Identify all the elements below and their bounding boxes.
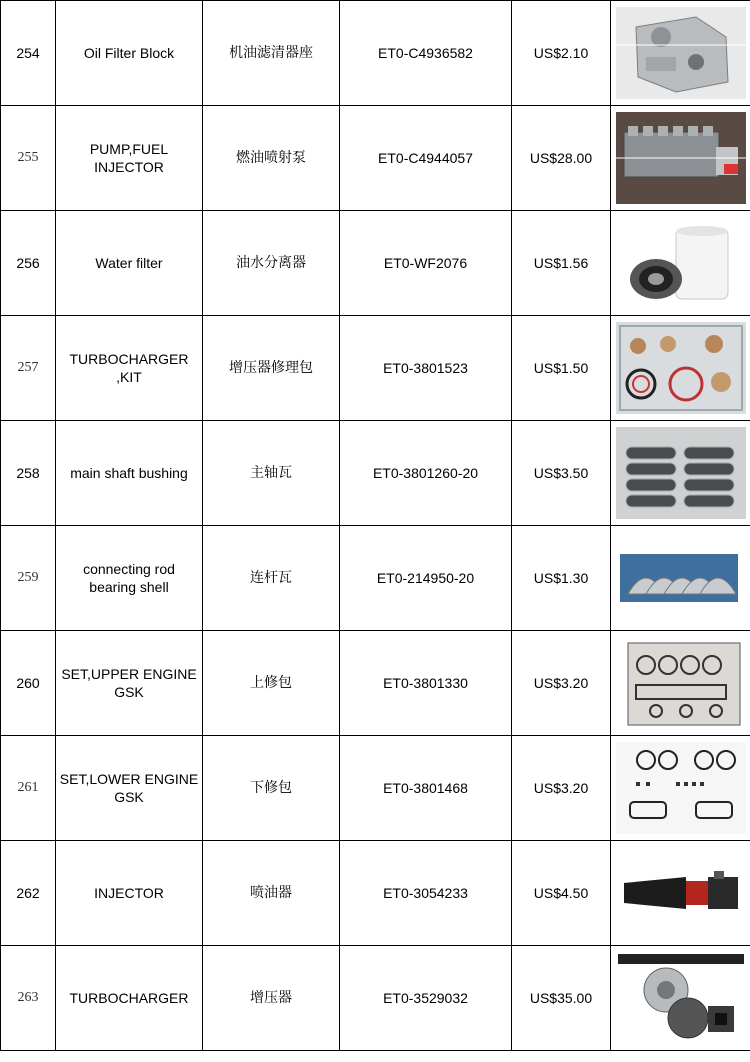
part-price: US$4.50: [512, 841, 611, 946]
item-number: 256: [1, 211, 56, 316]
part-name: Oil Filter Block: [56, 1, 203, 106]
part-name-chinese: 主轴瓦: [203, 421, 340, 526]
part-name-text: SET,UPPER ENGINE GSK: [61, 666, 197, 700]
item-number: 254: [1, 1, 56, 106]
part-price: US$1.50: [512, 316, 611, 421]
part-name: TURBOCHARGER: [56, 946, 203, 1051]
part-price: US$28.00: [512, 106, 611, 211]
part-code: ET0-C4944057: [340, 106, 512, 211]
part-name-chinese: 油水分离器: [203, 211, 340, 316]
part-image-cell: [611, 211, 750, 316]
item-number: 259: [1, 526, 56, 631]
part-name: main shaft bushing: [56, 421, 203, 526]
injector-photo: [616, 847, 746, 939]
part-name-chinese: 燃油喷射泵: [203, 106, 340, 211]
part-code: ET0-C4936582: [340, 1, 512, 106]
table-row: [1, 736, 750, 841]
part-image-cell: [611, 841, 750, 946]
lower-gasket-set-photo: [616, 742, 746, 834]
part-image-cell: [611, 1, 750, 106]
upper-gasket-set-photo: [616, 637, 746, 729]
part-name: [56, 316, 203, 421]
rod-bearing-shells-photo: [616, 532, 746, 624]
table-row: [1, 211, 750, 316]
part-price: US$3.20: [512, 736, 611, 841]
part-code: ET0-WF2076: [340, 211, 512, 316]
table-row: [1, 946, 750, 1051]
item-number: 261: [1, 736, 56, 841]
table-row: [1, 841, 750, 946]
part-price: US$1.30: [512, 526, 611, 631]
part-name-chinese: 增压器修理包: [203, 316, 340, 421]
part-name: [56, 526, 203, 631]
part-name-chinese: 机油滤清器座: [203, 1, 340, 106]
part-code: ET0-3801330: [340, 631, 512, 736]
table-row: [1, 1, 750, 106]
item-number: 260: [1, 631, 56, 736]
item-number: 257: [1, 316, 56, 421]
item-number: 258: [1, 421, 56, 526]
item-number: 263: [1, 946, 56, 1051]
turbocharger-photo: [616, 952, 746, 1044]
part-name-chinese: 增压器: [203, 946, 340, 1051]
part-code: ET0-3801468: [340, 736, 512, 841]
part-price: US$3.20: [512, 631, 611, 736]
part-name-text: SET,LOWER ENGINE GSK: [59, 771, 199, 805]
part-code: ET0-214950-20: [340, 526, 512, 631]
oil-filter-block-photo: [616, 7, 746, 99]
part-name: INJECTOR: [56, 841, 203, 946]
part-name-text: PUMP,FUEL INJECTOR: [89, 141, 169, 175]
part-image-cell: [611, 631, 750, 736]
part-name-chinese: 上修包: [203, 631, 340, 736]
part-name-chinese: 连杆瓦: [203, 526, 340, 631]
part-code: ET0-3529032: [340, 946, 512, 1051]
part-name-chinese: 喷油器: [203, 841, 340, 946]
part-code: ET0-3054233: [340, 841, 512, 946]
table-row: [1, 526, 750, 631]
part-code: ET0-3801260-20: [340, 421, 512, 526]
table-row: [1, 316, 750, 421]
part-price: US$1.56: [512, 211, 611, 316]
part-name-chinese: 下修包: [203, 736, 340, 841]
part-name: [56, 736, 203, 841]
table-row: [1, 106, 750, 211]
fuel-injection-pump-photo: [616, 112, 746, 204]
parts-table-body: [1, 1, 750, 1051]
turbocharger-kit-photo: [616, 322, 746, 414]
part-image-cell: [611, 736, 750, 841]
part-image-cell: [611, 526, 750, 631]
part-image-cell: [611, 316, 750, 421]
part-price: US$3.50: [512, 421, 611, 526]
item-number: 255: [1, 106, 56, 211]
part-image-cell: [611, 106, 750, 211]
part-name: Water filter: [56, 211, 203, 316]
table-row: [1, 421, 750, 526]
table-row: [1, 631, 750, 736]
item-number: 262: [1, 841, 56, 946]
part-name-text: connecting rod bearing shell: [83, 561, 175, 595]
part-code: ET0-3801523: [340, 316, 512, 421]
part-name-text: TURBOCHARGER ,KIT: [69, 351, 189, 385]
part-name: [56, 631, 203, 736]
part-price: US$2.10: [512, 1, 611, 106]
part-name: [56, 106, 203, 211]
part-image-cell: [611, 946, 750, 1051]
part-image-cell: [611, 421, 750, 526]
water-filter-photo: [616, 217, 746, 309]
part-price: US$35.00: [512, 946, 611, 1051]
main-bearing-shells-photo: [616, 427, 746, 519]
